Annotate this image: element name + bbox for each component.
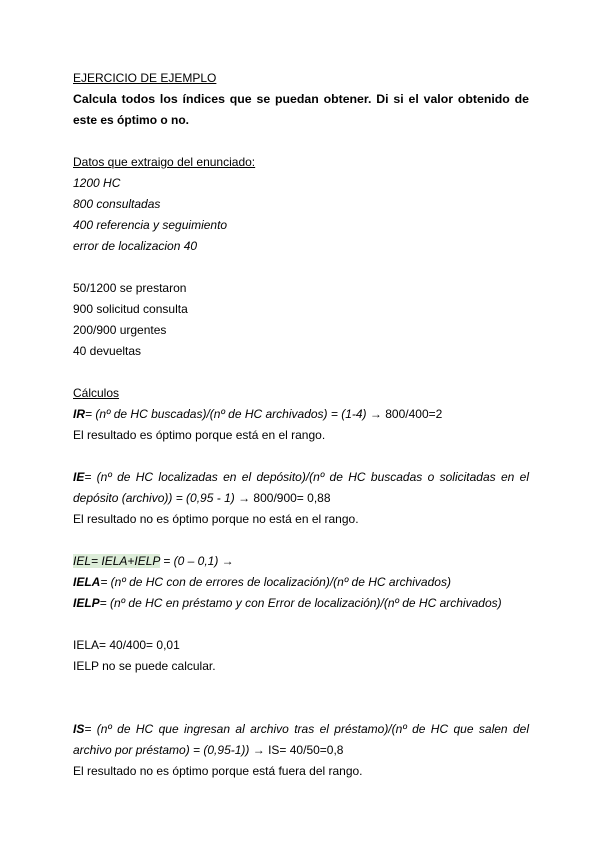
is-result: El resultado no es óptimo porque está fuera del rango. bbox=[73, 764, 363, 778]
datos-item: 1200 HC bbox=[73, 176, 121, 190]
ielp-formula-line bbox=[73, 593, 529, 614]
ielp-note: IELP no se puede calcular. bbox=[73, 659, 216, 673]
iela-value: IELA= 40/400= 0,01 bbox=[73, 638, 180, 652]
iel-label: IEL= IELA+IELP bbox=[73, 554, 160, 568]
ir-arrow: → bbox=[366, 407, 386, 421]
ir-formula: = (nº de HC buscadas)/(nº de HC archivados) = (1-4) bbox=[85, 407, 367, 421]
exercise-prompt-line-2: este es óptimo o no. bbox=[73, 113, 190, 127]
datos-plain-item: 200/900 urgentes bbox=[73, 323, 167, 337]
is-formula-line-1 bbox=[73, 719, 529, 740]
is-arrow: → bbox=[249, 743, 269, 757]
is-formula-part-1: = (nº de HC que ingresan al archivo tras el préstamo)/(nº de HC que salen del bbox=[84, 722, 529, 736]
iela-formula-line bbox=[73, 572, 529, 593]
iel-formula: = (0 – 0,1) → bbox=[159, 554, 234, 568]
ir-formula-line bbox=[73, 404, 529, 425]
datos-heading: Datos que extraigo del enunciado: bbox=[73, 155, 256, 169]
ir-result: El resultado es óptimo porque está en el rango. bbox=[73, 428, 326, 442]
ie-label: IE bbox=[73, 470, 85, 484]
ielp-formula: = (nº de HC en préstamo y con Error de localización)/(nº de HC archivados) bbox=[99, 596, 502, 610]
is-label: IS bbox=[73, 722, 85, 736]
calculos-heading: Cálculos bbox=[73, 386, 120, 400]
exercise-prompt-line-1: Calcula todos los índices que se puedan obtener. Di si el valor obtenido de bbox=[73, 92, 529, 106]
ie-formula-part-2: depósito (archivo)) = (0,95 - 1) bbox=[73, 491, 235, 505]
datos-item: 400 referencia y seguimiento bbox=[73, 218, 228, 232]
is-formula-line-2 bbox=[73, 740, 529, 761]
ir-label: IR bbox=[73, 407, 85, 421]
ie-formula-line-2 bbox=[73, 488, 529, 509]
ielp-label: IELP bbox=[73, 596, 100, 610]
iela-label: IELA bbox=[73, 575, 101, 589]
ie-arrow: → bbox=[234, 491, 254, 505]
ie-formula-line-1 bbox=[73, 467, 529, 488]
datos-item: error de localizacion 40 bbox=[73, 239, 198, 253]
ir-value: 800/400=2 bbox=[385, 407, 443, 421]
datos-item: 800 consultadas bbox=[73, 197, 161, 211]
datos-plain-item: 50/1200 se prestaron bbox=[73, 281, 187, 295]
datos-plain-item: 40 devueltas bbox=[73, 344, 142, 358]
ie-formula-part-1: = (nº de HC localizadas en el depósito)/(nº de HC buscadas o solicitadas en el bbox=[84, 470, 529, 484]
document-page bbox=[73, 68, 529, 782]
datos-plain-item: 900 solicitud consulta bbox=[73, 302, 188, 316]
ie-value: 800/900= 0,88 bbox=[253, 491, 331, 505]
ie-result: El resultado no es óptimo porque no está en el rango. bbox=[73, 512, 359, 526]
iela-formula: = (nº de HC con de errores de localización)/(nº de HC archivados) bbox=[100, 575, 451, 589]
iel-formula-line bbox=[73, 551, 529, 572]
document-title: EJERCICIO DE EJEMPLO bbox=[73, 71, 217, 85]
is-formula-part-2: archivo por préstamo) = (0,95-1)) bbox=[73, 743, 250, 757]
is-value: IS= 40/50=0,8 bbox=[268, 743, 344, 757]
